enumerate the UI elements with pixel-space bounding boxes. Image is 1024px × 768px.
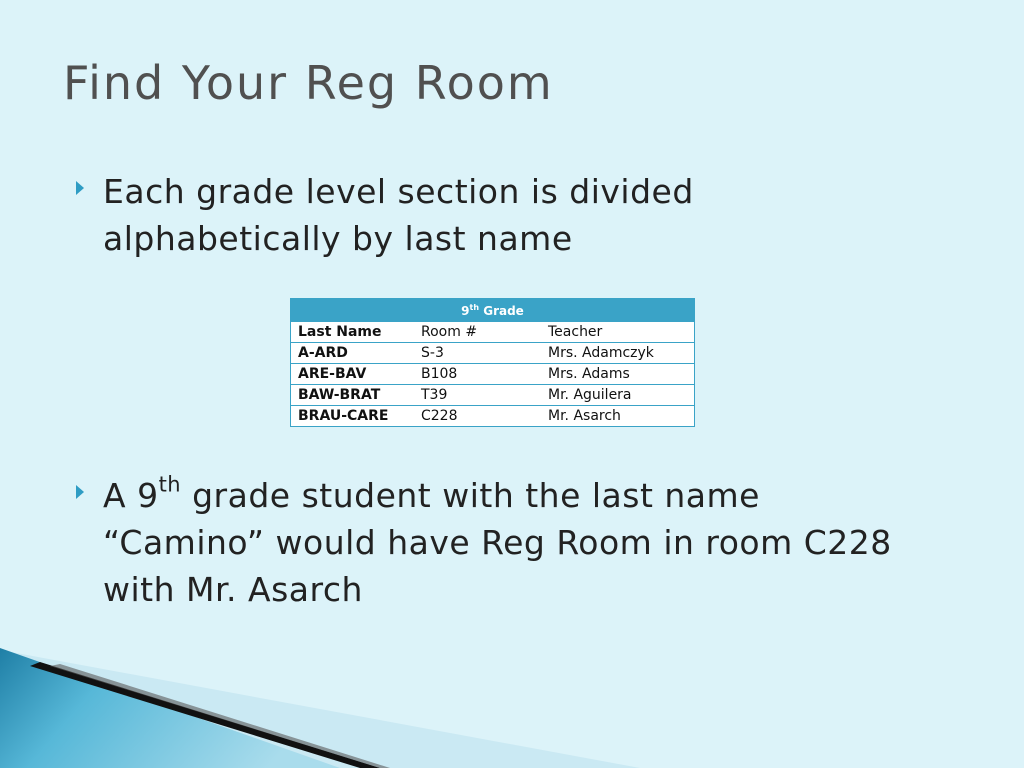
slide-title: Find Your Reg Room [63, 56, 554, 110]
last-name-range: ARE-BAV [291, 364, 415, 385]
column-header-teacher: Teacher [541, 322, 695, 343]
room-number: B108 [414, 364, 541, 385]
bullet-text: Each grade level section is divided alphabetically by last name [103, 172, 694, 258]
table-row [291, 343, 695, 364]
bullet-point [76, 472, 896, 613]
table-row [291, 406, 695, 427]
last-name-range: A-ARD [291, 343, 415, 364]
teacher-name: Mr. Aguilera [541, 385, 695, 406]
bullet-text-ordinal: th [158, 472, 182, 497]
table-heading-ordinal: th [469, 302, 480, 312]
room-number: S-3 [414, 343, 541, 364]
table-heading-label: Grade [479, 303, 524, 318]
column-header-room: Room # [414, 322, 541, 343]
bullet-point [76, 168, 836, 262]
column-header-last-name: Last Name [291, 322, 415, 343]
bullet-text-start: A 9 [103, 476, 159, 515]
table-heading-grade-number: 9 [461, 303, 470, 318]
teacher-name: Mr. Asarch [541, 406, 695, 427]
bullet-arrow-icon [76, 181, 84, 195]
teacher-name: Mrs. Adamczyk [541, 343, 695, 364]
bullet-text-end: grade student with the last name “Camino” would have Reg Room in room C228 with Mr. Asarch [103, 476, 892, 609]
teacher-name: Mrs. Adams [541, 364, 695, 385]
bullet-text [103, 472, 896, 613]
room-number: C228 [414, 406, 541, 427]
bullet-arrow-icon [76, 485, 84, 499]
reg-room-table [290, 298, 695, 427]
table-row [291, 385, 695, 406]
last-name-range: BRAU-CARE [291, 406, 415, 427]
table-header-row [291, 322, 695, 343]
room-number: T39 [414, 385, 541, 406]
last-name-range: BAW-BRAT [291, 385, 415, 406]
table-heading [291, 299, 695, 322]
table-row [291, 364, 695, 385]
